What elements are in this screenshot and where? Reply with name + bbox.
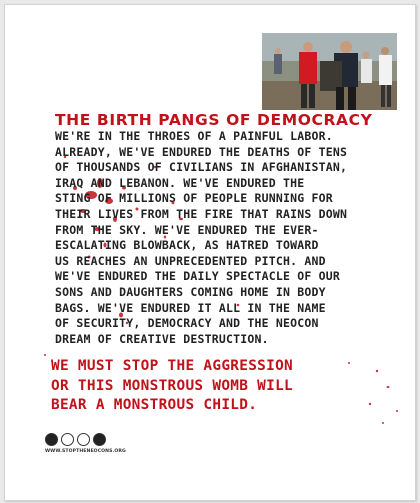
body-line: THEIR LIVES FROM THE FIRE THAT RAINS DOWN: [55, 206, 348, 221]
body-line: WE'RE IN THE THROES OF A PAINFUL LABOR.: [55, 129, 333, 143]
body-line: BAGS. WE'VE ENDURED IT ALL IN THE NAME: [55, 300, 326, 315]
headline: THE BIRTH PANGS OF DEMOCRACY: [55, 111, 373, 129]
body-line: STING OF MILLIONS OF PEOPLE RUNNING FOR: [55, 191, 333, 206]
callout-line: BEAR A MONSTROUS CHILD.: [51, 397, 258, 413]
body-line: IRAQ AND LEBANON. WE'VE ENDURED THE: [55, 175, 305, 190]
body-line: DREAM OF CREATIVE DESTRUCTION.: [55, 331, 269, 346]
body-line: ESCALATING BLOWBACK, AS HATRED TOWARD: [55, 238, 319, 253]
website-link[interactable]: WWW.STOPTHENEOCONS.ORG: [45, 449, 126, 454]
callout-line: WE MUST STOP THE AGGRESSION: [51, 358, 294, 374]
callout-line: OR THIS MONSTROUS WOMB WILL: [51, 377, 294, 394]
body-line: OF SECURITY, DEMOCRACY AND THE NEOCON: [55, 316, 319, 331]
body-line: SONS AND DAUGHTERS COMING HOME IN BODY: [55, 284, 326, 299]
body-line: US REACHES AN UNPRECEDENTED PITCH. AND: [55, 253, 326, 268]
poster: [4, 4, 416, 501]
body-line: WE'VE ENDURED THE DAILY SPECTACLE OF OUR: [55, 269, 340, 284]
body-text: [55, 129, 359, 347]
body-line: OF THOUSANDS OF CIVILIANS IN AFGHANISTAN,: [55, 160, 348, 175]
body-line: FROM THE SKY. WE'VE ENDURED THE EVER-: [55, 222, 319, 237]
callout-text: [51, 357, 351, 416]
body-line: ALREADY, WE'VE ENDURED THE DEATHS OF TENS: [55, 144, 348, 159]
